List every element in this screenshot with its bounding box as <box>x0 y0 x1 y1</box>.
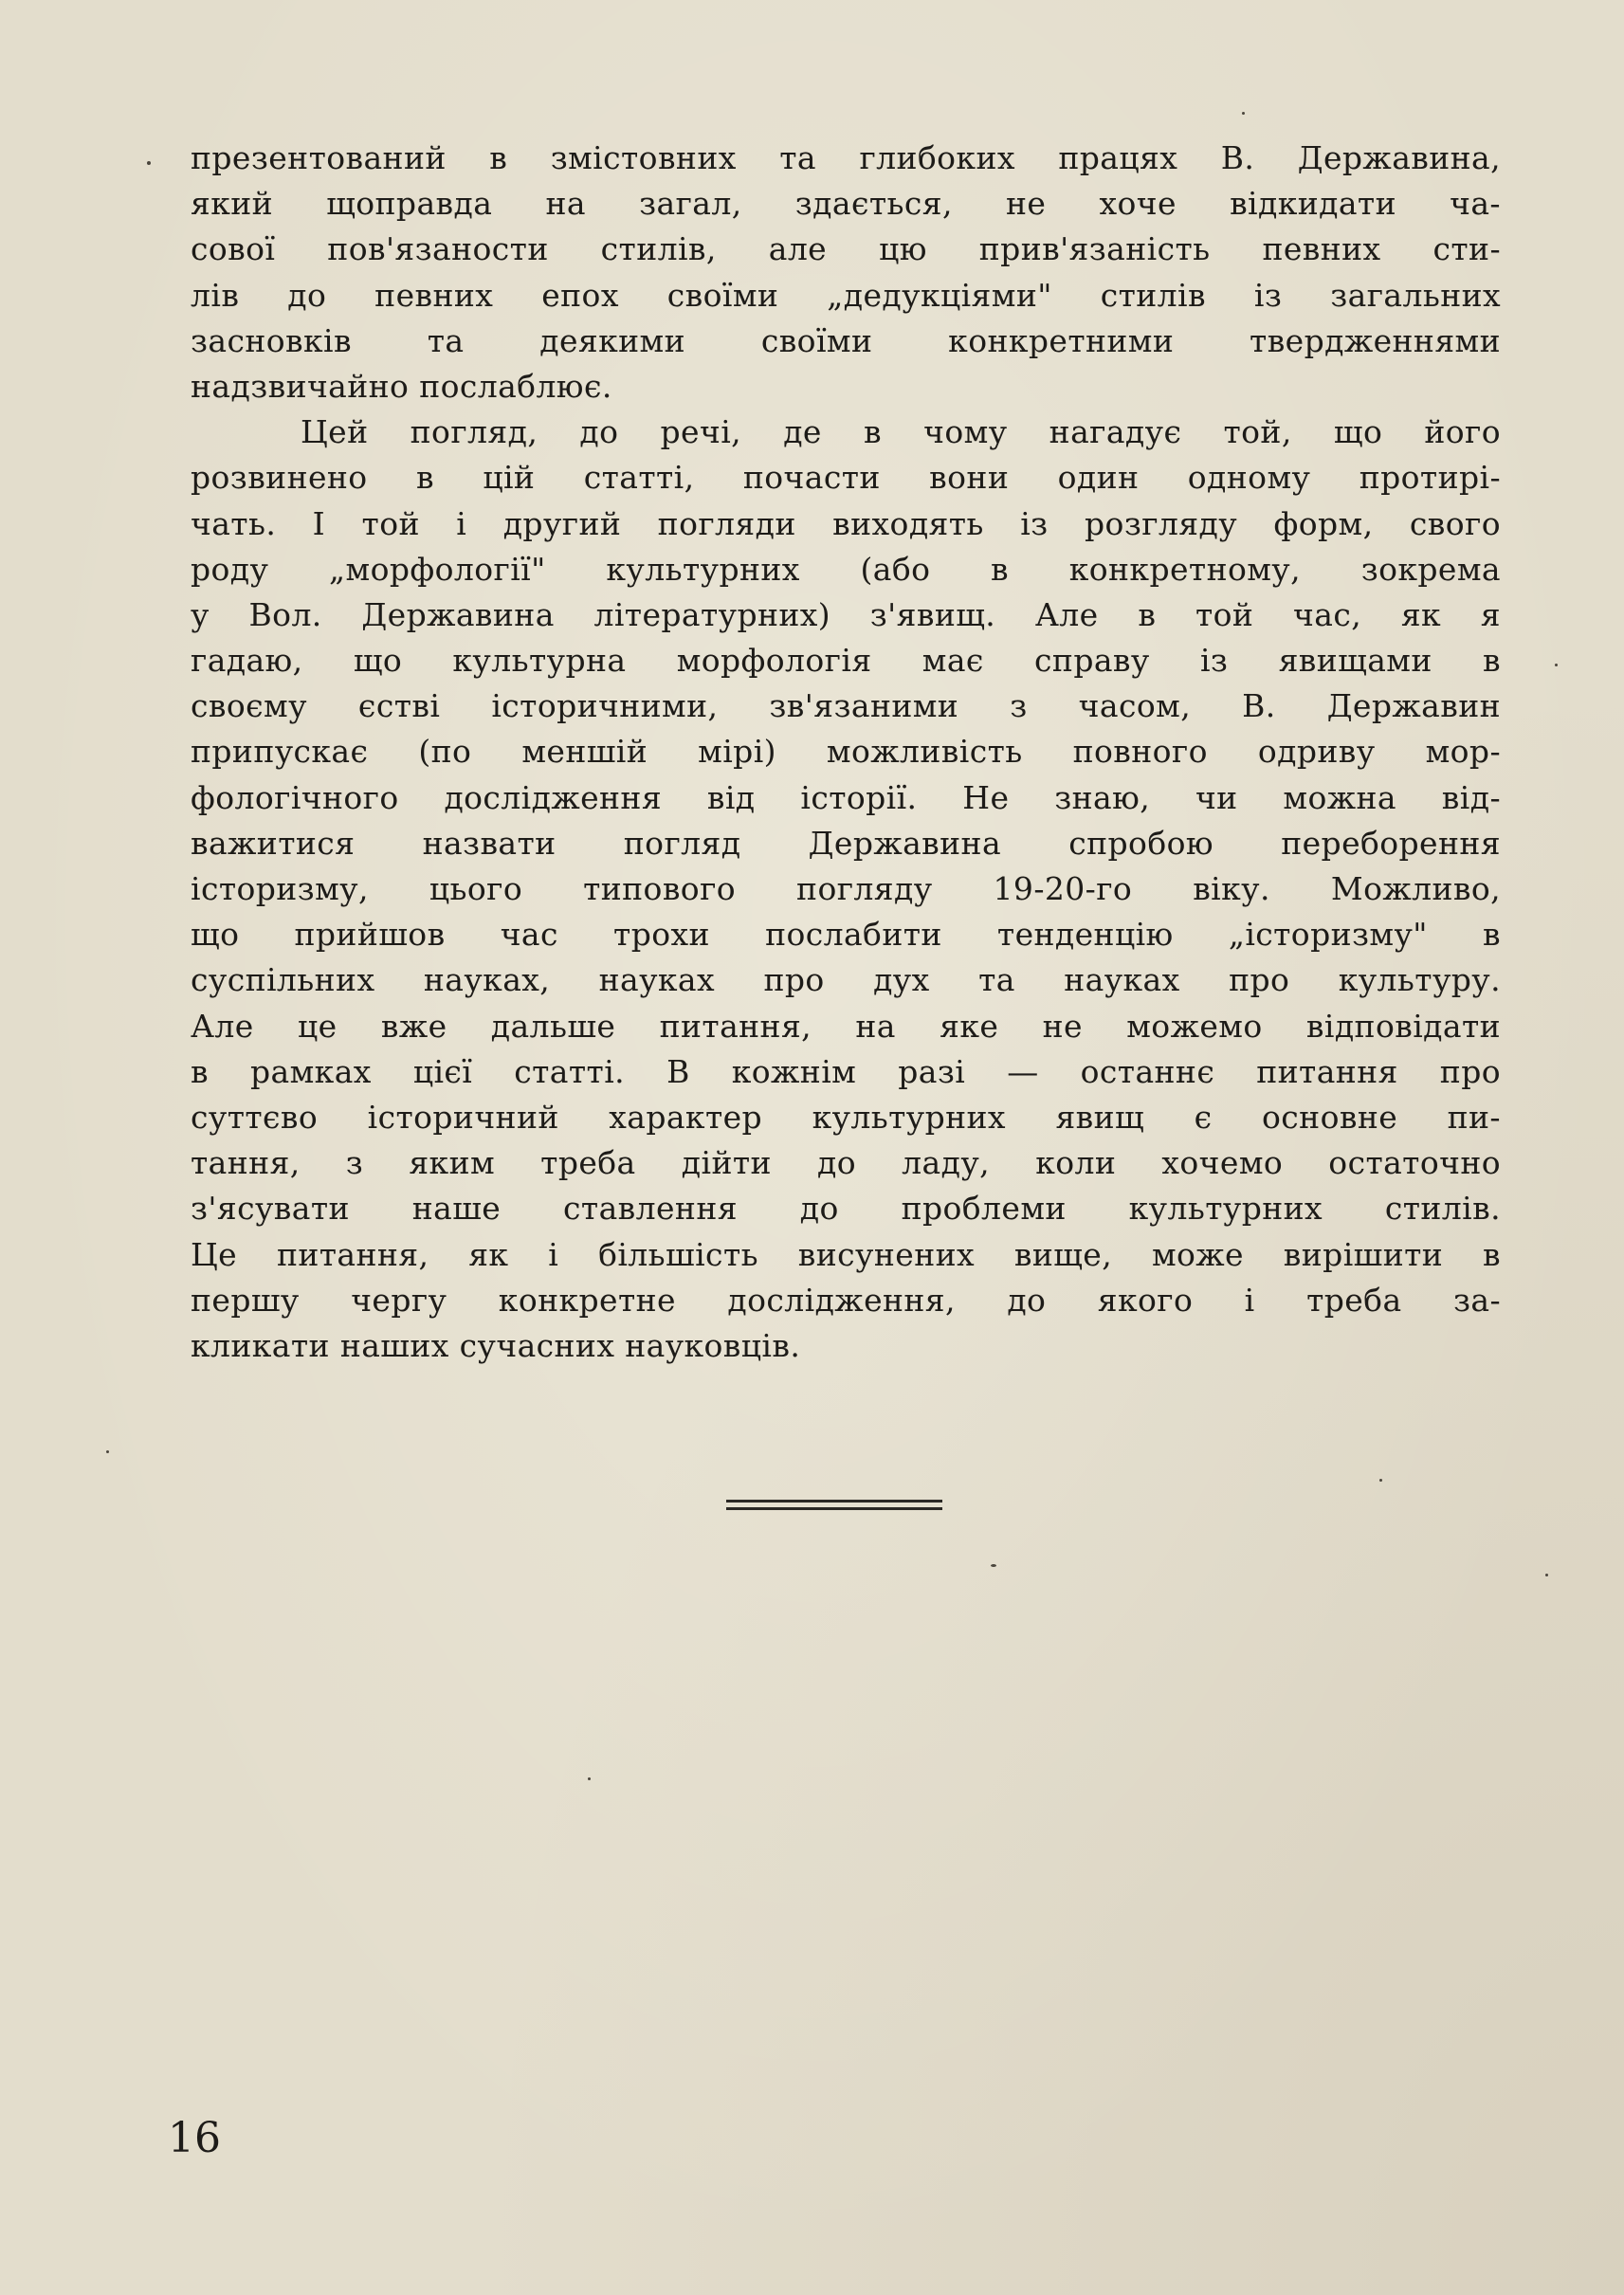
text-line: у Вол. Державина літературних) з'явищ. Але в той час, як я <box>191 595 1501 633</box>
text-line: кликати наших сучасних науковців. <box>191 1326 801 1364</box>
paper-speck <box>1379 1479 1382 1482</box>
text-line: Це питання, як і більшість висунених вище, може вирішити в <box>191 1235 1501 1273</box>
text-line: гадаю, що культурна морфологія має справу із явищами в <box>191 642 1501 680</box>
divider-rule <box>726 1500 942 1503</box>
paper-speck <box>106 1450 109 1453</box>
text-line: своєму єстві історичними, зв'язаними з часом, В. Державин <box>191 687 1501 725</box>
paper-speck <box>1242 112 1245 115</box>
text-line: суттєво історичний характер культурних явищ є основне пи- <box>191 1098 1501 1136</box>
text-line: засновків та деякими своїми конкретними твердженнями <box>191 321 1501 359</box>
text-line: який щоправда на загал, здається, не хоче відкидати ча- <box>191 185 1501 223</box>
paper-speck <box>588 1777 591 1780</box>
text-line: тання, з яким треба дійти до ладу, коли хочемо остаточно <box>191 1144 1501 1182</box>
text-line: презентований в змістовних та глибоких працях В. Державина, <box>191 139 1501 176</box>
text-line: суспільних науках, науках про дух та науках про культуру. <box>191 961 1501 999</box>
text-line: Але це вже дальше питання, на яке не можемо відповідати <box>191 1007 1501 1045</box>
body-text <box>191 136 1501 1369</box>
text-line: розвинено в цій статті, почасти вони один одному протирі- <box>191 459 1501 497</box>
text-line: першу чергу конкретне дослідження, до якого і треба за- <box>191 1281 1501 1319</box>
text-line: надзвичайно послаблює. <box>191 367 612 405</box>
text-line: припускає (по меншій мірі) можливість повного одриву мор- <box>191 733 1501 771</box>
page-number: 16 <box>168 2114 221 2162</box>
paper-speck <box>991 1564 996 1567</box>
paragraph-start-line: Цей погляд, до речі, де в чому нагадує той, що його <box>301 413 1501 451</box>
text-line: роду „морфології" культурних (або в конкретному, зокрема <box>191 550 1501 588</box>
paper-speck <box>1545 1574 1548 1576</box>
text-line: фологічного дослідження від історії. Не знаю, чи можна від- <box>191 778 1501 816</box>
text-line: що прийшов час трохи послабити тенденцію „історизму" в <box>191 916 1501 954</box>
text-line: лів до певних епох своїми „дедукціями" стилів із загальних <box>191 276 1501 314</box>
text-line: в рамках цієї статті. В кожнім разі — останнє питання про <box>191 1052 1501 1090</box>
text-line: історизму, цього типового погляду 19-20-го віку. Можливо, <box>191 870 1501 907</box>
text-line: важитися назвати погляд Державина спробою переборення <box>191 824 1501 862</box>
text-line: з'ясувати наше ставлення до проблеми культурних стилів. <box>191 1190 1501 1228</box>
divider-rule <box>726 1507 942 1510</box>
text-line: сової пов'язаности стилів, але цю прив'язаність певних сти- <box>191 230 1501 268</box>
text-line: чать. І той і другий погляди виходять із розгляду форм, свого <box>191 504 1501 542</box>
paper-speck <box>147 161 151 165</box>
paper-speck <box>1555 664 1558 666</box>
section-divider <box>726 1500 942 1513</box>
